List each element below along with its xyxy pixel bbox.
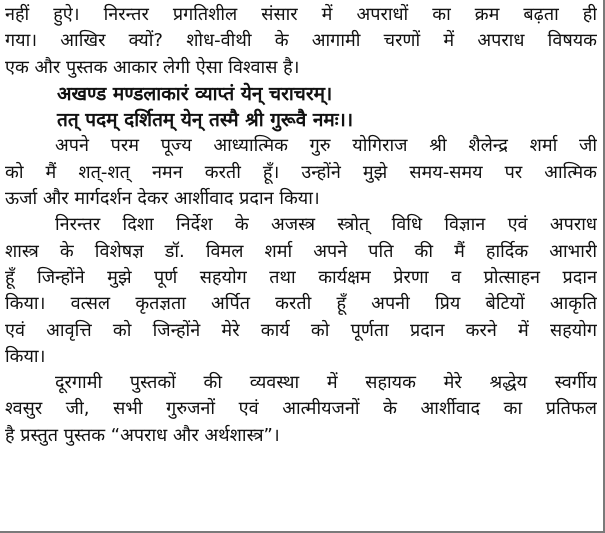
para2-line-2: शास्त्र के विशेषज्ञ डॉ. विमल शर्मा अपने पति की मैं हार्दिक आभारी [5, 240, 597, 262]
para2-line-4: किया। वत्सल कृतज्ञता अर्पित करती हूँ अपनी प्रिय बेटियों आकृति [5, 293, 597, 315]
intro-line-1: नहीं हुऐ। निरन्तर प्रगतिशील संसार में अपराधों का क्रम बढ़ता ही [5, 4, 597, 25]
para1-line-1: अपने परम पूज्य आध्यात्मिक गुरु योगिराज श्री शैलेन्द्र शर्मा जी [55, 135, 597, 157]
para3-line-3: है प्रस्तुत पुस्तक “अपराध और अर्थशास्त्र”। [5, 424, 280, 446]
para2-line-3: हूँ जिन्होंने मुझे पूर्ण सहयोग तथा कार्यक्षम प्रेरणा व प्रोत्साहन प्रदान [5, 266, 597, 288]
para1-line-2: को मैं शत्-शत् नमन करती हूँ। उन्होंने मुझे समय-समय पर आत्मिक [5, 161, 597, 183]
para3-line-1: दूरगामी पुस्तकों की व्यवस्था में सहायक मेरे श्रद्धेय स्वर्गीय [55, 372, 597, 394]
document-text [5, 2, 597, 449]
para1-line-3: ऊर्जा और मार्गदर्शन देकर आर्शीवाद प्रदान किया। [5, 188, 320, 210]
para2-line-1: निरन्तर दिशा निर्देश के अजस्त्र स्त्रोत् विधि विज्ञान एवं अपराध [55, 214, 597, 236]
para2-line-6: किया। [5, 345, 46, 367]
para2-line-5: एवं आवृत्ति को जिन्होंने मेरे कार्य को पूर्णता प्रदान करने में सहयोग [5, 319, 597, 341]
shloka-line-1: अखण्ड मण्डलाकारं व्याप्तं येन् चराचरम्। [57, 82, 333, 105]
intro-line-3: एक और पुस्तक आकार लेगी ऐसा विश्वास है। [5, 56, 300, 78]
shloka-line-2: तत् पदम् दर्शितम् येन् तस्मै श्री गुरूवै नमः।। [57, 109, 354, 132]
intro-line-2: गया। आखिर क्यों? शोध-वीथी के आगामी चरणों में अपराध विषयक [5, 30, 597, 52]
para3-line-2: श्वसुर जी, सभी गुरुजनों एवं आत्मीयजनों के आर्शीवाद का प्रतिफल [5, 398, 597, 420]
